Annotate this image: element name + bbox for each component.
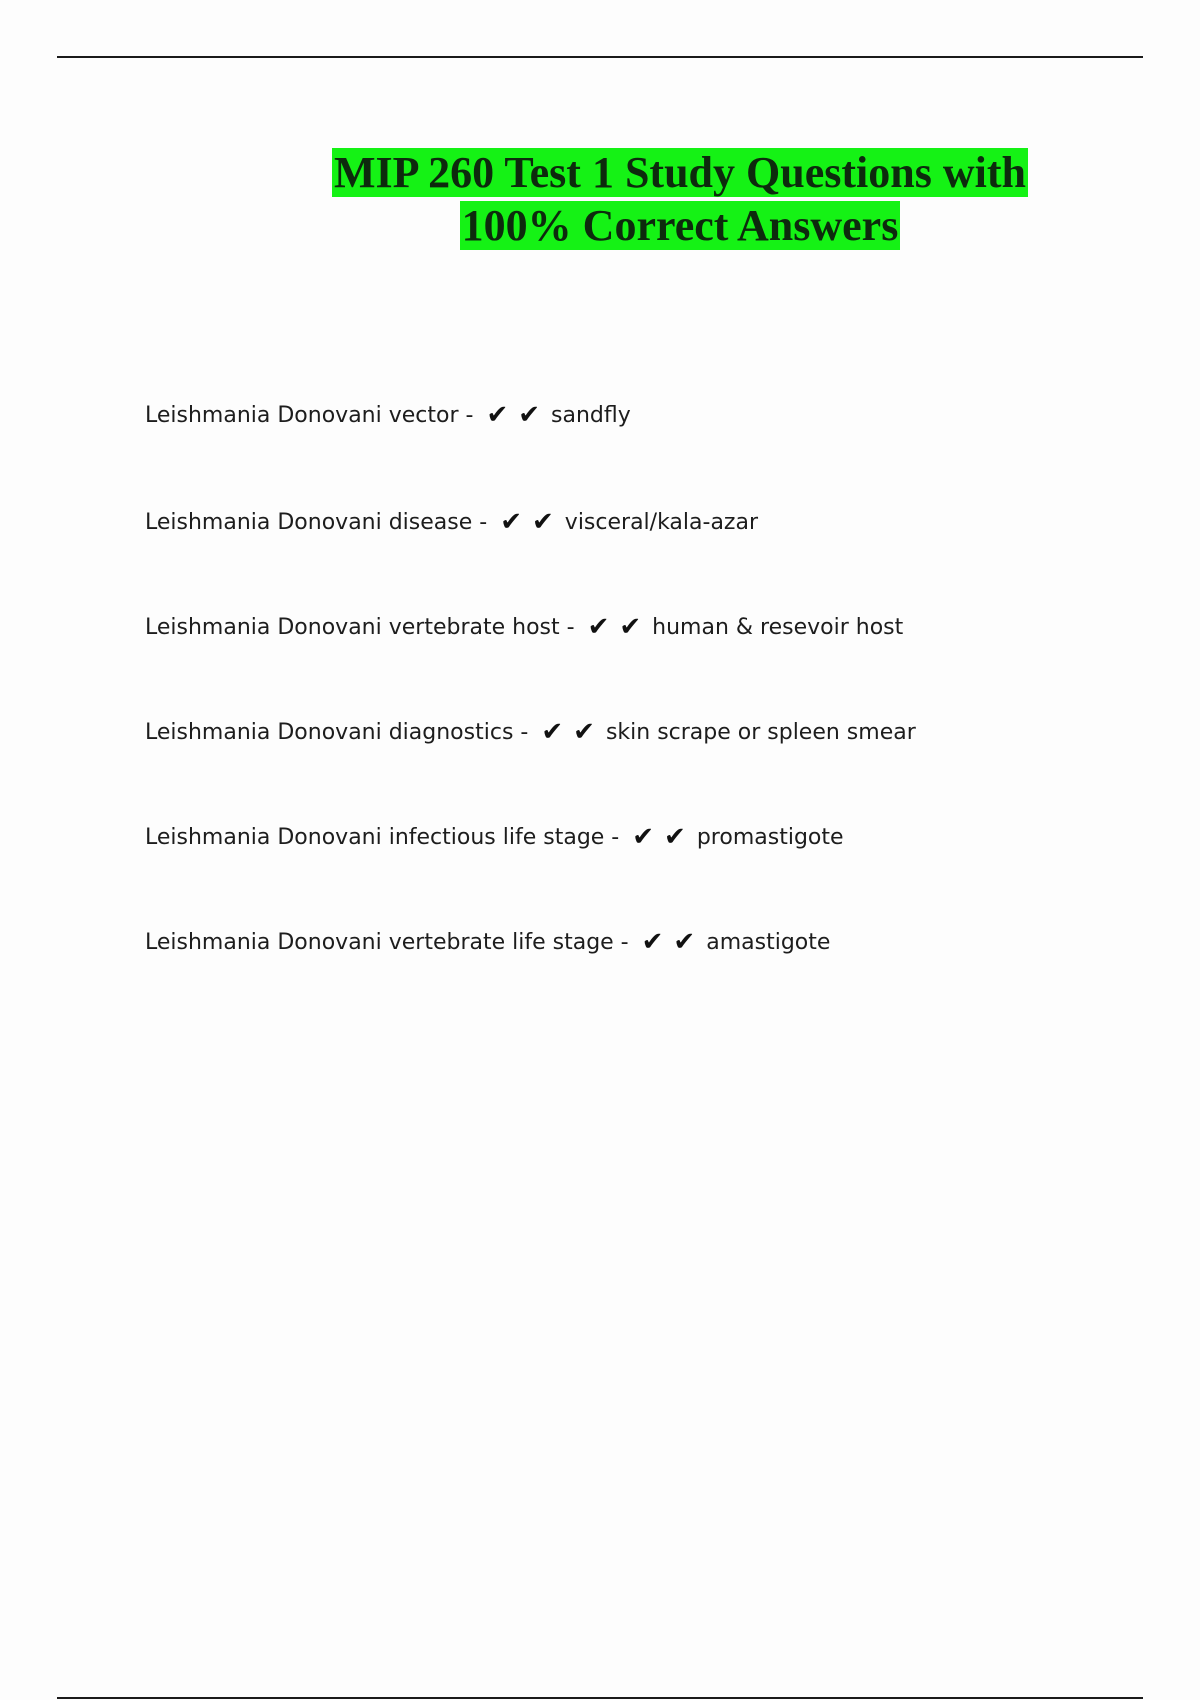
qa-item-disease xyxy=(145,507,758,538)
qa-item-infectious-stage xyxy=(145,822,844,853)
document-title xyxy=(180,146,1180,252)
answer-text: amastigote xyxy=(706,930,831,955)
question-text: Leishmania Donovani vertebrate life stage - xyxy=(145,930,629,955)
checkmark-icon: ✔ xyxy=(518,400,541,430)
checkmark-icon: ✔ xyxy=(500,507,522,537)
checkmark-icon: ✔ xyxy=(486,400,509,430)
checkmark-icon: ✔ xyxy=(641,927,664,957)
footer-rule xyxy=(57,1697,1143,1699)
title-line-2: 100% Correct Answers xyxy=(461,201,899,250)
checkmark-icon: ✔ xyxy=(673,927,696,957)
checkmark-icon: ✔ xyxy=(532,507,554,537)
answer-text: visceral/kala-azar xyxy=(564,510,758,535)
answer-text: promastigote xyxy=(696,825,844,850)
checkmark-icon: ✔ xyxy=(632,822,655,852)
qa-item-diagnostics xyxy=(145,717,916,748)
qa-item-vertebrate-host xyxy=(145,612,903,643)
checkmark-icon: ✔ xyxy=(587,612,610,642)
checkmark-icon: ✔ xyxy=(619,612,642,642)
checkmark-icon: ✔ xyxy=(664,822,686,852)
question-text: Leishmania Donovani vertebrate host - xyxy=(145,615,575,640)
header-rule xyxy=(57,56,1143,58)
question-text: Leishmania Donovani diagnostics - xyxy=(145,720,529,745)
answer-text: human & resevoir host xyxy=(652,615,904,640)
qa-item-vector xyxy=(145,400,631,431)
question-text: Leishmania Donovani vector - xyxy=(145,403,474,428)
checkmark-icon: ✔ xyxy=(573,717,595,747)
checkmark-icon: ✔ xyxy=(541,717,564,747)
title-line-1: MIP 260 Test 1 Study Questions with xyxy=(334,148,1026,197)
qa-item-vertebrate-stage xyxy=(145,927,830,958)
question-text: Leishmania Donovani infectious life stage - xyxy=(145,825,620,850)
question-text: Leishmania Donovani disease - xyxy=(145,510,488,535)
answer-text: skin scrape or spleen smear xyxy=(605,720,916,745)
answer-text: sandfly xyxy=(551,403,631,428)
